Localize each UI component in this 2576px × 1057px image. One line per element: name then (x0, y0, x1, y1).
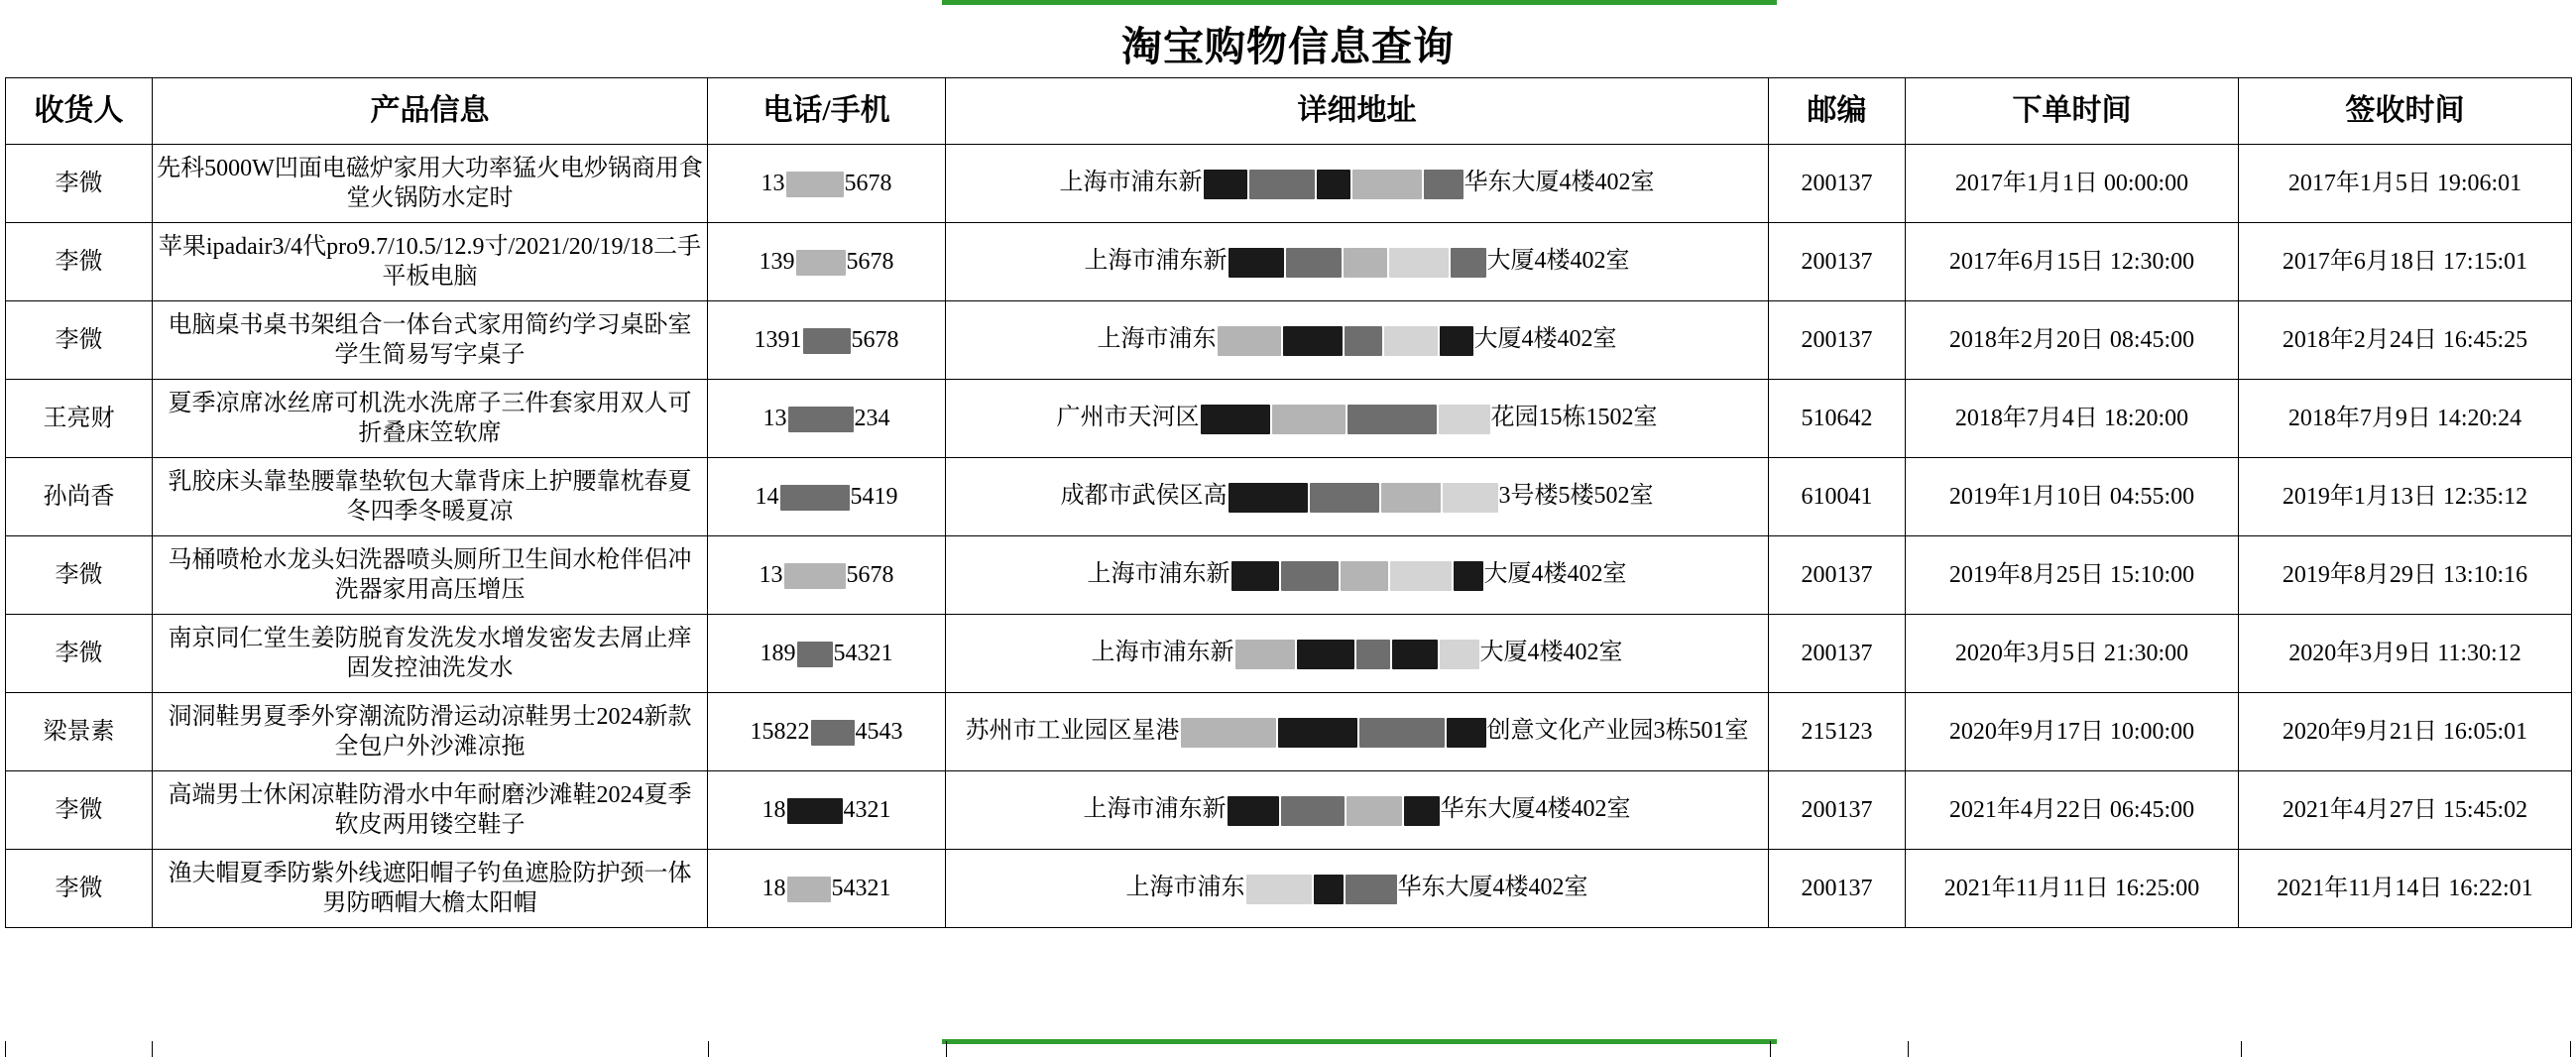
redaction-block (1440, 326, 1473, 356)
address-suffix: 华东大厦4楼402室 (1440, 796, 1631, 823)
phone-suffix: 4543 (855, 719, 903, 745)
redaction-block (1278, 718, 1357, 748)
redaction-block (1447, 718, 1486, 748)
redaction-block (786, 172, 844, 197)
phone-suffix: 5678 (844, 171, 892, 196)
phone-prefix: 13 (759, 562, 783, 588)
redaction-block (1356, 640, 1390, 669)
redaction-block (1235, 640, 1295, 669)
cell-address (946, 458, 1769, 536)
redaction-block (1359, 718, 1445, 748)
cell-recipient: 李微 (6, 301, 153, 380)
phone-prefix: 1391 (754, 327, 802, 353)
cell-order-time: 2019年8月25日 15:10:00 (1906, 536, 2239, 615)
table-row (6, 380, 2572, 458)
phone-prefix: 15822 (750, 719, 810, 745)
redaction-block (787, 877, 831, 902)
redaction-block (1390, 561, 1452, 591)
redaction-block (787, 798, 843, 824)
redaction-block (1201, 405, 1270, 434)
cell-zip: 200137 (1769, 850, 1906, 928)
cell-address (946, 536, 1769, 615)
cell-sign-time: 2021年11月14日 16:22:01 (2239, 850, 2572, 928)
phone-prefix: 18 (761, 876, 786, 901)
cell-phone (708, 536, 946, 615)
cell-phone (708, 301, 946, 380)
address-suffix: 花园15栋1502室 (1490, 405, 1658, 431)
cell-recipient: 李微 (6, 223, 153, 301)
redaction-block (1231, 561, 1279, 591)
redaction-block (1451, 248, 1486, 278)
cell-sign-time: 2017年6月18日 17:15:01 (2239, 223, 2572, 301)
cell-order-time: 2021年4月22日 06:45:00 (1906, 771, 2239, 850)
cell-sign-time: 2020年3月9日 11:30:12 (2239, 615, 2572, 693)
table-row (6, 458, 2572, 536)
redaction-block (1424, 170, 1464, 199)
cell-phone (708, 145, 946, 223)
cell-address (946, 145, 1769, 223)
cell-recipient: 李微 (6, 771, 153, 850)
redaction-block (1347, 405, 1437, 434)
redaction-block (780, 485, 850, 511)
redaction-block (1246, 875, 1312, 904)
address-prefix: 上海市浦东新 (1083, 796, 1227, 823)
redaction-block (811, 720, 855, 746)
cell-order-time: 2018年2月20日 08:45:00 (1906, 301, 2239, 380)
cell-product: 洞洞鞋男夏季外穿潮流防滑运动凉鞋男士2024新款全包户外沙滩凉拖 (153, 693, 708, 771)
cell-recipient: 李微 (6, 145, 153, 223)
redaction-block (1229, 248, 1284, 278)
redaction-block (1314, 875, 1344, 904)
purchase-info-table (5, 77, 2572, 928)
cell-zip: 200137 (1769, 145, 1906, 223)
column-header-product: 产品信息 (153, 78, 708, 145)
table-row (6, 771, 2572, 850)
column-header-order-time: 下单时间 (1906, 78, 2239, 145)
cell-order-time: 2018年7月4日 18:20:00 (1906, 380, 2239, 458)
cell-product: 渔夫帽夏季防紫外线遮阳帽子钓鱼遮脸防护颈一体男防晒帽大檐太阳帽 (153, 850, 708, 928)
cell-zip: 200137 (1769, 536, 1906, 615)
column-header-zip: 邮编 (1769, 78, 1906, 145)
phone-prefix: 14 (755, 484, 779, 510)
cell-order-time: 2020年3月5日 21:30:00 (1906, 615, 2239, 693)
redaction-block (1439, 405, 1490, 434)
column-header-phone: 电话/手机 (708, 78, 946, 145)
table-header-row (6, 78, 2572, 145)
cell-address (946, 223, 1769, 301)
cell-product: 苹果ipadair3/4代pro9.7/10.5/12.9寸/2021/20/19/18二手平板电脑 (153, 223, 708, 301)
green-top-rule (942, 0, 1777, 5)
redaction-block (1249, 170, 1315, 199)
redaction-block (1392, 640, 1438, 669)
redaction-block (1352, 170, 1422, 199)
redaction-block (1286, 248, 1342, 278)
redaction-block (797, 642, 833, 667)
redaction-block (1272, 405, 1346, 434)
cell-zip: 215123 (1769, 693, 1906, 771)
address-prefix: 成都市武侯区高 (1060, 483, 1228, 510)
table-row (6, 145, 2572, 223)
cell-order-time: 2021年11月11日 16:25:00 (1906, 850, 2239, 928)
cell-address (946, 850, 1769, 928)
cell-sign-time: 2021年4月27日 15:45:02 (2239, 771, 2572, 850)
phone-suffix: 234 (854, 406, 890, 431)
page-title: 淘宝购物信息查询 (1121, 24, 1455, 69)
phone-prefix: 139 (759, 249, 795, 275)
redaction-block (1381, 483, 1441, 513)
table-row (6, 301, 2572, 380)
redaction-block (1229, 483, 1308, 513)
redaction-block (1389, 248, 1449, 278)
cell-product: 电脑桌书桌书架组合一体台式家用简约学习桌卧室学生简易写字桌子 (153, 301, 708, 380)
redaction-block (1443, 483, 1498, 513)
cell-phone (708, 380, 946, 458)
table-row (6, 223, 2572, 301)
cell-recipient: 李微 (6, 536, 153, 615)
redaction-block (1344, 248, 1387, 278)
cell-order-time: 2017年1月1日 00:00:00 (1906, 145, 2239, 223)
redaction-block (1310, 483, 1379, 513)
address-prefix: 上海市浦东 (1097, 326, 1217, 353)
cell-phone (708, 850, 946, 928)
cell-product: 南京同仁堂生姜防脱育发洗发水增发密发去屑止痒固发控油洗发水 (153, 615, 708, 693)
redaction-block (1346, 875, 1397, 904)
column-header-sign-time: 签收时间 (2239, 78, 2572, 145)
address-prefix: 上海市浦东新 (1091, 640, 1234, 666)
address-suffix: 3号楼5楼502室 (1498, 483, 1654, 510)
redaction-block (1454, 561, 1483, 591)
phone-prefix: 189 (760, 641, 796, 666)
table-bottom-partial-row (5, 1041, 2571, 1057)
cell-phone (708, 458, 946, 536)
redaction-block (1317, 170, 1350, 199)
table-row (6, 693, 2572, 771)
column-header-address: 详细地址 (946, 78, 1769, 145)
address-suffix: 大厦4楼402室 (1486, 248, 1630, 275)
address-suffix: 大厦4楼402室 (1473, 326, 1617, 353)
phone-suffix: 54321 (831, 876, 891, 901)
cell-phone (708, 771, 946, 850)
phone-suffix: 4321 (843, 797, 891, 823)
cell-phone (708, 693, 946, 771)
cell-zip: 200137 (1769, 771, 1906, 850)
redaction-block (1404, 796, 1440, 826)
cell-product: 马桶喷枪水龙头妇洗器喷头厕所卫生间水枪伴侣冲洗器家用高压增压 (153, 536, 708, 615)
redaction-block (1228, 796, 1279, 826)
address-suffix: 创意文化产业园3栋501室 (1486, 718, 1749, 745)
cell-product: 先科5000W凹面电磁炉家用大功率猛火电炒锅商用食堂火锅防水定时 (153, 145, 708, 223)
column-header-recipient: 收货人 (6, 78, 153, 145)
redaction-block (1341, 561, 1388, 591)
redaction-block (784, 563, 846, 589)
cell-order-time: 2020年9月17日 10:00:00 (1906, 693, 2239, 771)
phone-suffix: 5678 (851, 327, 899, 353)
cell-recipient: 李微 (6, 850, 153, 928)
address-prefix: 苏州市工业园区星港 (965, 718, 1180, 745)
redaction-block (796, 250, 846, 276)
phone-suffix: 5678 (846, 249, 894, 275)
cell-zip: 510642 (1769, 380, 1906, 458)
cell-sign-time: 2018年2月24日 16:45:25 (2239, 301, 2572, 380)
cell-product: 夏季凉席冰丝席可机洗水洗席子三件套家用双人可折叠床笠软席 (153, 380, 708, 458)
phone-suffix: 5419 (850, 484, 898, 510)
phone-prefix: 13 (762, 406, 787, 431)
address-prefix: 上海市浦东新 (1087, 561, 1230, 588)
table-row (6, 850, 2572, 928)
redaction-block (1281, 796, 1345, 826)
cell-zip: 610041 (1769, 458, 1906, 536)
cell-sign-time: 2019年1月13日 12:35:12 (2239, 458, 2572, 536)
cell-sign-time: 2019年8月29日 13:10:16 (2239, 536, 2572, 615)
cell-recipient: 王亮财 (6, 380, 153, 458)
cell-order-time: 2019年1月10日 04:55:00 (1906, 458, 2239, 536)
cell-product: 高端男士休闲凉鞋防滑水中年耐磨沙滩鞋2024夏季软皮两用镂空鞋子 (153, 771, 708, 850)
address-prefix: 广州市天河区 (1056, 405, 1200, 431)
address-prefix: 上海市浦东新 (1084, 248, 1228, 275)
cell-address (946, 693, 1769, 771)
cell-recipient: 孙尚香 (6, 458, 153, 536)
cell-sign-time: 2020年9月21日 16:05:01 (2239, 693, 2572, 771)
redaction-block (1384, 326, 1438, 356)
cell-address (946, 380, 1769, 458)
table-row (6, 615, 2572, 693)
cell-recipient: 梁景素 (6, 693, 153, 771)
redaction-block (788, 407, 854, 432)
redaction-block (1283, 326, 1343, 356)
cell-recipient: 李微 (6, 615, 153, 693)
cell-product: 乳胶床头靠垫腰靠垫软包大靠背床上护腰靠枕春夏冬四季冬暖夏凉 (153, 458, 708, 536)
cell-zip: 200137 (1769, 301, 1906, 380)
cell-address (946, 615, 1769, 693)
cell-sign-time: 2018年7月9日 14:20:24 (2239, 380, 2572, 458)
cell-order-time: 2017年6月15日 12:30:00 (1906, 223, 2239, 301)
phone-suffix: 5678 (846, 562, 894, 588)
table-row (6, 536, 2572, 615)
redaction-block (1204, 170, 1247, 199)
cell-address (946, 771, 1769, 850)
redaction-block (1218, 326, 1281, 356)
address-suffix: 大厦4楼402室 (1483, 561, 1627, 588)
phone-prefix: 18 (761, 797, 786, 823)
phone-prefix: 13 (761, 171, 785, 196)
redaction-block (1345, 326, 1382, 356)
redaction-block (1347, 796, 1402, 826)
cell-sign-time: 2017年1月5日 19:06:01 (2239, 145, 2572, 223)
address-prefix: 上海市浦东 (1125, 875, 1245, 901)
address-suffix: 大厦4楼402室 (1479, 640, 1623, 666)
redaction-block (1440, 640, 1479, 669)
redaction-block (1181, 718, 1276, 748)
redaction-block (1281, 561, 1339, 591)
address-suffix: 华东大厦4楼402室 (1397, 875, 1588, 901)
redaction-block (803, 328, 851, 354)
address-suffix: 华东大厦4楼402室 (1464, 170, 1655, 196)
phone-suffix: 54321 (833, 641, 893, 666)
cell-phone (708, 615, 946, 693)
cell-address (946, 301, 1769, 380)
cell-zip: 200137 (1769, 223, 1906, 301)
address-prefix: 上海市浦东新 (1059, 170, 1203, 196)
redaction-block (1297, 640, 1354, 669)
cell-phone (708, 223, 946, 301)
cell-zip: 200137 (1769, 615, 1906, 693)
